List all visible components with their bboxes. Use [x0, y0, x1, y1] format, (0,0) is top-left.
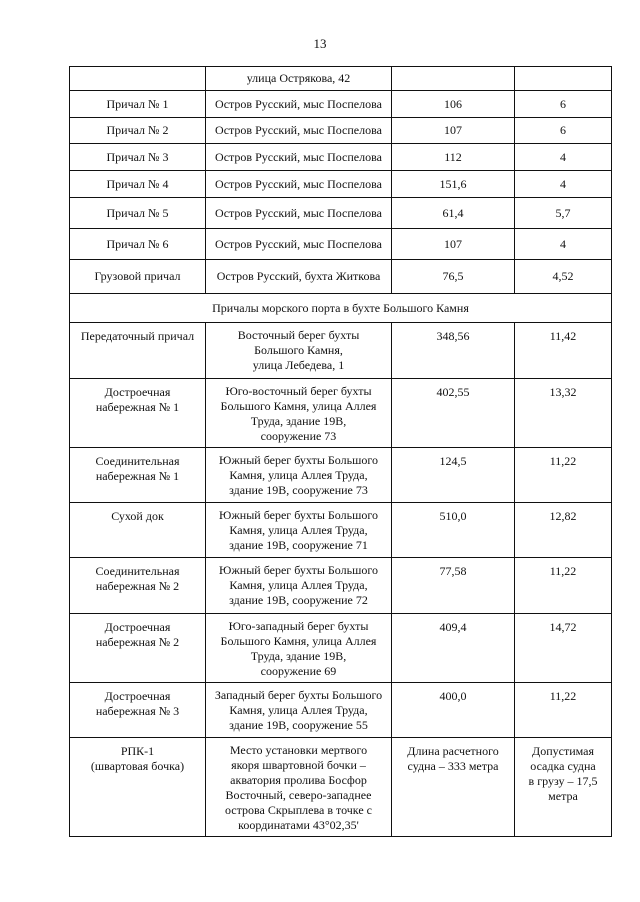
berth-depth-cell [515, 67, 612, 91]
cell-text-line: Южный берег бухты Большого [219, 508, 378, 522]
cell-text-line: 151,6 [439, 176, 467, 191]
cell-text-line: Причал № 4 [106, 176, 169, 191]
table-row [70, 323, 612, 379]
cell-text-line: 14,72 [549, 620, 577, 634]
cell-text-line: Передаточный причал [80, 329, 195, 343]
cell-text-line: 4 [560, 176, 566, 191]
cell-text-line: острова Скрыплева в точке с [225, 803, 372, 817]
cell-text-line: 400,0 [439, 689, 467, 703]
berth-location-cell [206, 67, 392, 91]
berth-name-cell [70, 614, 206, 683]
berth-depth-cell [515, 118, 612, 144]
cell-text-line: здание 19В, сооружение 73 [229, 483, 368, 497]
cell-text-line: Остров Русский, мыс Поспелова [215, 176, 382, 191]
cell-text-line: 12,82 [549, 509, 577, 523]
berth-length-cell [392, 260, 515, 294]
cell-text-line: метра [548, 789, 578, 803]
berth-location-cell [206, 198, 392, 229]
cell-text-line: сооружение 69 [260, 664, 337, 678]
berth-length-cell [392, 503, 515, 558]
cell-text-line: Большого Камня, улица Аллея [220, 634, 377, 648]
cell-text-line: Южный берег бухты Большого [219, 453, 378, 467]
berth-name-cell [70, 503, 206, 558]
cell-text-line: Большого Камня, [254, 343, 343, 357]
table-row [70, 91, 612, 118]
section-header-cell: Причалы морского порта в бухте Большого Камня [70, 294, 612, 323]
berth-name-cell [70, 558, 206, 614]
cell-text-line: здание 19В, сооружение 72 [229, 593, 368, 607]
cell-text-line: Длина расчетного [407, 744, 499, 758]
berth-location-cell [206, 144, 392, 171]
cell-text-line: (швартовая бочка) [90, 759, 185, 773]
berth-name-cell [70, 67, 206, 91]
table-row [70, 229, 612, 260]
cell-text-line: Сухой док [111, 509, 164, 523]
cell-text-line: Причал № 1 [106, 96, 169, 111]
table-row [70, 171, 612, 198]
cell-text-line: Восточный берег бухты [237, 328, 360, 342]
cell-text-line: Большого Камня, улица Аллея [220, 399, 377, 413]
cell-text-line: судна – 333 метра [407, 759, 499, 773]
cell-text-line: набережная № 1 [95, 469, 180, 483]
berth-depth-cell [515, 448, 612, 503]
berth-name-cell [70, 448, 206, 503]
berth-location-cell [206, 614, 392, 683]
berth-location-cell [206, 558, 392, 614]
berth-name-cell [70, 260, 206, 294]
table-row [70, 503, 612, 558]
berth-depth-cell [515, 171, 612, 198]
berth-length-cell [392, 144, 515, 171]
cell-text-line: Восточный, северо-западнее [225, 788, 372, 802]
cell-text-line: Причал № 2 [106, 123, 169, 137]
cell-text-line: 61,4 [442, 205, 464, 220]
berth-name-cell [70, 91, 206, 118]
berth-location-cell [206, 229, 392, 260]
cell-text-line: Западный берег бухты Большого [214, 688, 383, 702]
cell-text-line: 124,5 [439, 454, 467, 468]
cell-text-line: Причал № 6 [106, 236, 169, 251]
berth-length-cell [392, 683, 515, 738]
cell-text-line: Причал № 3 [106, 149, 169, 164]
cell-text-line: Камня, улица Аллея Труда, [229, 578, 368, 592]
cell-text-line: Камня, улица Аллея Труда, [229, 703, 368, 717]
cell-text-line: Достроечная [104, 689, 171, 703]
cell-text-line: набережная № 2 [95, 579, 180, 593]
cell-text-line: 510,0 [439, 509, 467, 523]
berth-name-cell [70, 738, 206, 837]
berth-location-cell [206, 91, 392, 118]
berth-location-cell [206, 379, 392, 448]
cell-text-line: улица Острякова, 42 [246, 71, 351, 85]
berth-length-cell [392, 91, 515, 118]
cell-text-line: Допустимая [532, 744, 594, 758]
cell-text-line: Камня, улица Аллея Труда, [229, 468, 368, 482]
cell-text-line: 107 [444, 236, 462, 251]
berth-depth-cell [515, 503, 612, 558]
berth-location-cell [206, 448, 392, 503]
berth-name-cell [70, 229, 206, 260]
berth-length-cell [392, 558, 515, 614]
berth-name-cell [70, 323, 206, 379]
cell-text-line: Грузовой причал [94, 269, 181, 283]
cell-text-line: Достроечная [104, 620, 171, 634]
berth-depth-cell [515, 91, 612, 118]
cell-text-line: Соединительная [95, 564, 180, 578]
berth-depth-cell [515, 260, 612, 294]
berth-name-cell [70, 683, 206, 738]
berth-name-cell [70, 198, 206, 229]
cell-text-line: Достроечная [104, 385, 171, 399]
table-row [70, 683, 612, 738]
berth-depth-cell [515, 614, 612, 683]
table-row [70, 738, 612, 837]
cell-text-line: 11,42 [549, 329, 577, 343]
cell-text-line: 106 [444, 96, 462, 111]
table-row [70, 558, 612, 614]
cell-text-line: улица Лебедева, 1 [252, 358, 345, 372]
berth-location-cell [206, 323, 392, 379]
cell-text-line: осадка судна [530, 759, 596, 773]
cell-text-line: 76,5 [442, 269, 464, 283]
table-row [70, 118, 612, 144]
cell-text-line: 6 [560, 96, 566, 111]
cell-text-line: Соединительная [95, 454, 180, 468]
cell-text-line: Остров Русский, мыс Поспелова [215, 236, 382, 251]
berth-depth-cell [515, 144, 612, 171]
berth-location-cell [206, 171, 392, 198]
cell-text-line: 4,52 [552, 269, 574, 283]
berth-name-cell [70, 118, 206, 144]
cell-text-line: Остров Русский, бухта Житкова [216, 269, 381, 283]
cell-text-line: 4 [560, 149, 566, 164]
cell-text-line: 112 [444, 149, 462, 164]
berth-length-cell [392, 614, 515, 683]
cell-text-line: 11,22 [549, 564, 577, 578]
table-row [70, 260, 612, 294]
cell-text-line: Остров Русский, мыс Поспелова [215, 205, 382, 220]
cell-text-line: Труда, здание 19В, [250, 414, 347, 428]
cell-text-line: 409,4 [439, 620, 467, 634]
berth-depth-cell [515, 323, 612, 379]
cell-text-line: набережная № 3 [95, 704, 180, 718]
berth-length-cell [392, 171, 515, 198]
berth-depth-cell [515, 558, 612, 614]
berth-length-cell [392, 118, 515, 144]
berths-table [69, 66, 612, 837]
cell-text-line: здание 19В, сооружение 71 [229, 538, 368, 552]
berths-table-body [70, 67, 612, 837]
table-row [70, 614, 612, 683]
berth-length-cell [392, 229, 515, 260]
cell-text-line: Остров Русский, мыс Поспелова [215, 123, 382, 137]
table-row [70, 448, 612, 503]
cell-text-line: 107 [444, 123, 462, 137]
cell-text-line: Камня, улица Аллея Труда, [229, 523, 368, 537]
page-number: 13 [313, 36, 327, 51]
cell-text-line: Юго-восточный берег бухты [225, 384, 372, 398]
table-row [70, 379, 612, 448]
berth-location-cell [206, 118, 392, 144]
cell-text-line: Остров Русский, мыс Поспелова [215, 149, 382, 164]
cell-text-line: акватория пролива Босфор [230, 773, 367, 787]
cell-text-line: 5,7 [555, 205, 571, 220]
cell-text-line: сооружение 73 [260, 429, 337, 443]
table-row [70, 198, 612, 229]
cell-text-line: якоря швартовной бочки – [231, 758, 366, 772]
cell-text-line: 348,56 [436, 329, 470, 343]
cell-text-line: здание 19В, сооружение 55 [229, 718, 368, 732]
section-header-row [70, 294, 612, 323]
cell-text-line: набережная № 1 [95, 400, 180, 414]
berth-name-cell [70, 144, 206, 171]
berth-length-cell [392, 448, 515, 503]
berth-length-cell [392, 738, 515, 837]
berth-name-cell [70, 171, 206, 198]
berth-location-cell [206, 503, 392, 558]
berth-depth-cell [515, 198, 612, 229]
cell-text-line: 77,58 [439, 564, 467, 578]
cell-text-line: 11,22 [549, 454, 577, 468]
cell-text-line: набережная № 2 [95, 635, 180, 649]
berth-length-cell [392, 379, 515, 448]
cell-text-line: координатами 43°02,35' [238, 818, 359, 832]
table-row [70, 67, 612, 91]
berth-depth-cell [515, 683, 612, 738]
cell-text-line: 402,55 [436, 385, 470, 399]
cell-text-line: в грузу – 17,5 [528, 774, 598, 788]
berth-location-cell [206, 260, 392, 294]
cell-text-line: Остров Русский, мыс Поспелова [215, 96, 382, 111]
berth-depth-cell [515, 379, 612, 448]
cell-text-line: 11,22 [549, 689, 577, 703]
berth-name-cell [70, 379, 206, 448]
cell-text-line: Южный берег бухты Большого [219, 563, 378, 577]
berth-location-cell [206, 683, 392, 738]
cell-text-line: Труда, здание 19В, [250, 649, 347, 663]
table-row [70, 144, 612, 171]
cell-text-line: Причал № 5 [106, 205, 169, 220]
cell-text-line: 13,32 [549, 385, 577, 399]
berth-depth-cell [515, 738, 612, 837]
berth-length-cell [392, 67, 515, 91]
berth-length-cell [392, 198, 515, 229]
cell-text-line: Место установки мертвого [229, 743, 368, 757]
cell-text-line: Юго-западный берег бухты [228, 619, 369, 633]
berth-location-cell [206, 738, 392, 837]
cell-text-line: 6 [560, 123, 566, 137]
cell-text-line: РПК-1 [120, 744, 155, 758]
cell-text-line: 4 [560, 236, 566, 251]
berth-depth-cell [515, 229, 612, 260]
berth-length-cell [392, 323, 515, 379]
